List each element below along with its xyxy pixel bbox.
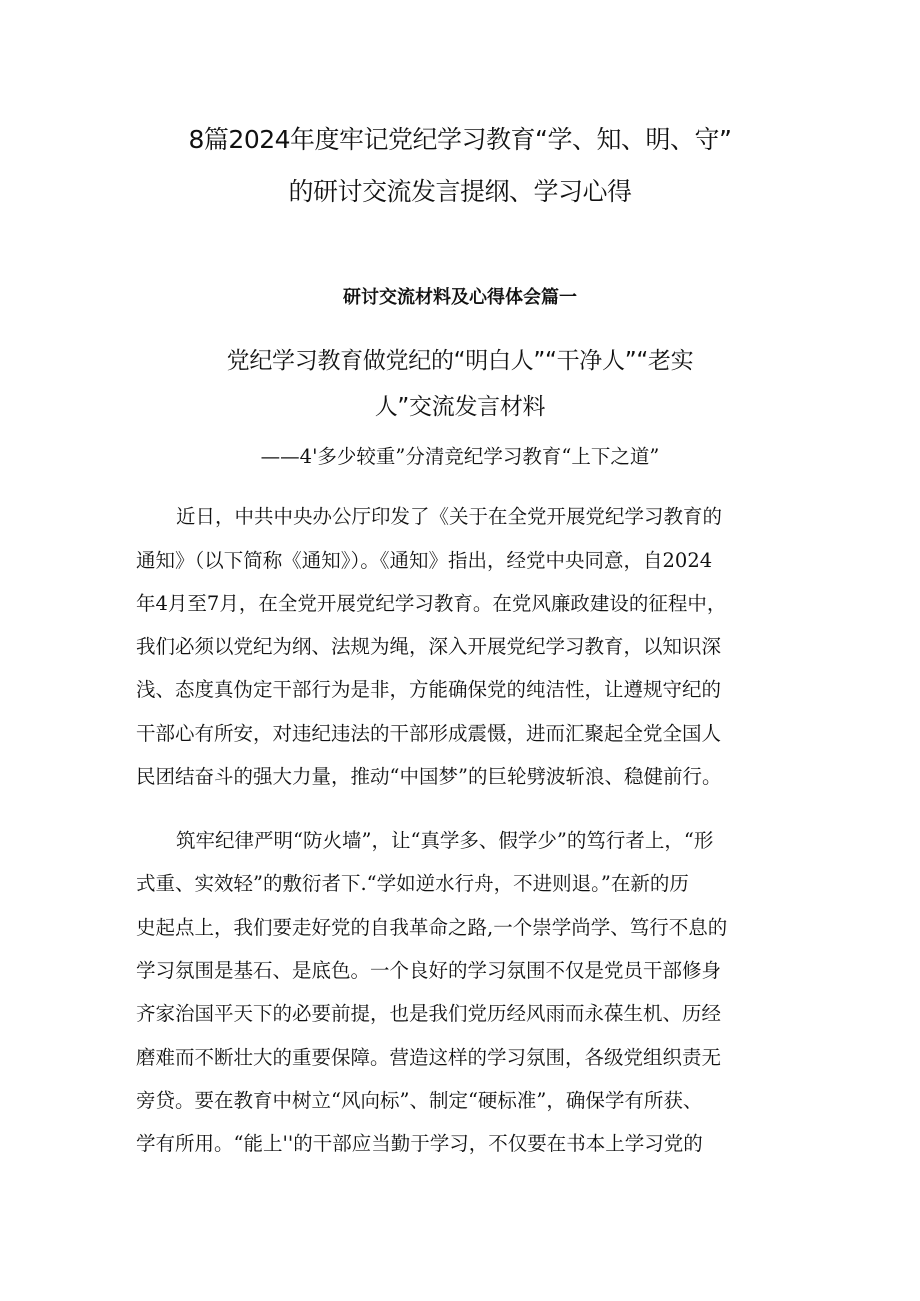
paragraph-1-line: 民团结奋斗的强大力量，推动“中国梦”的巨轮劈波斩浪、稳健前行。 [136, 765, 722, 788]
paragraph-2-line: 学习氛围是基石、是底色。一个良好的学习氛围不仅是党员干部修身 [136, 959, 722, 982]
section-label: 研讨交流材料及心得体会篇一 [343, 287, 577, 308]
paragraph-2-line: 史起点上，我们要走好党的自我革命之路,一个崇学尚学、笃行不息的 [136, 916, 728, 939]
article-subtitle-line-1: 党纪学习教育做党纪的“明白人”“干净人”“老实 [226, 348, 694, 374]
paragraph-1-line: 我们必须以党纪为纲、法规为绳，深入开展党纪学习教育，以知识深 [136, 635, 722, 658]
paragraph-2-line: 式重、实效轻”的敷衍者下.“学如逆水行舟，不进则退。”在新的历 [136, 872, 689, 895]
paragraph-2-line: 学有所用。“能上''的干部应当勤于学习，不仅要在书本上学习党的 [136, 1132, 703, 1155]
paragraph-2-line: 磨难而不断壮大的重要保障。营造这样的学习氛围，各级党组织责无 [136, 1046, 722, 1069]
byline: ——4'多少较重”分清竞纪学习教育“上下之道” [260, 445, 660, 468]
paragraph-1-line: 近日，中共中央办公厅印发了《关于在全党开展党纪学习教育的 [176, 505, 723, 528]
paragraph-2-line: 旁贷。要在教育中树立“风向标”、制定“硬标准”，确保学有所获、 [136, 1089, 703, 1112]
article-subtitle-line-2: 人”交流发言材料 [374, 394, 546, 420]
document-title-line-2: 的研讨交流发言提纲、学习心得 [288, 177, 632, 206]
document-title-line-1: 8篇2024年度牢记党纪学习教育“学、知、明、守” [188, 125, 732, 154]
paragraph-1-line: 干部心有所安，对违纪违法的干部形成震慑，进而汇聚起全党全国人 [136, 722, 722, 745]
paragraph-1-line: 年4月至7月，在全党开展党纪学习教育。在党风廉政建设的征程中， [136, 592, 727, 615]
paragraph-2-line: 齐家治国平天下的必要前提，也是我们党历经风雨而永葆生机、历经 [136, 1002, 722, 1025]
paragraph-1-line: 浅、态度真伪定干部行为是非，方能确保党的纯洁性，让遵规守纪的 [136, 678, 722, 701]
paragraph-2-line: 筑牢纪律严明“防火墙”，让“真学多、假学少”的笃行者上，“形 [176, 829, 714, 852]
paragraph-1-line: 通知》（以下简称《通知》）。《通知》指出，经党中央同意，自2024 [136, 549, 713, 572]
